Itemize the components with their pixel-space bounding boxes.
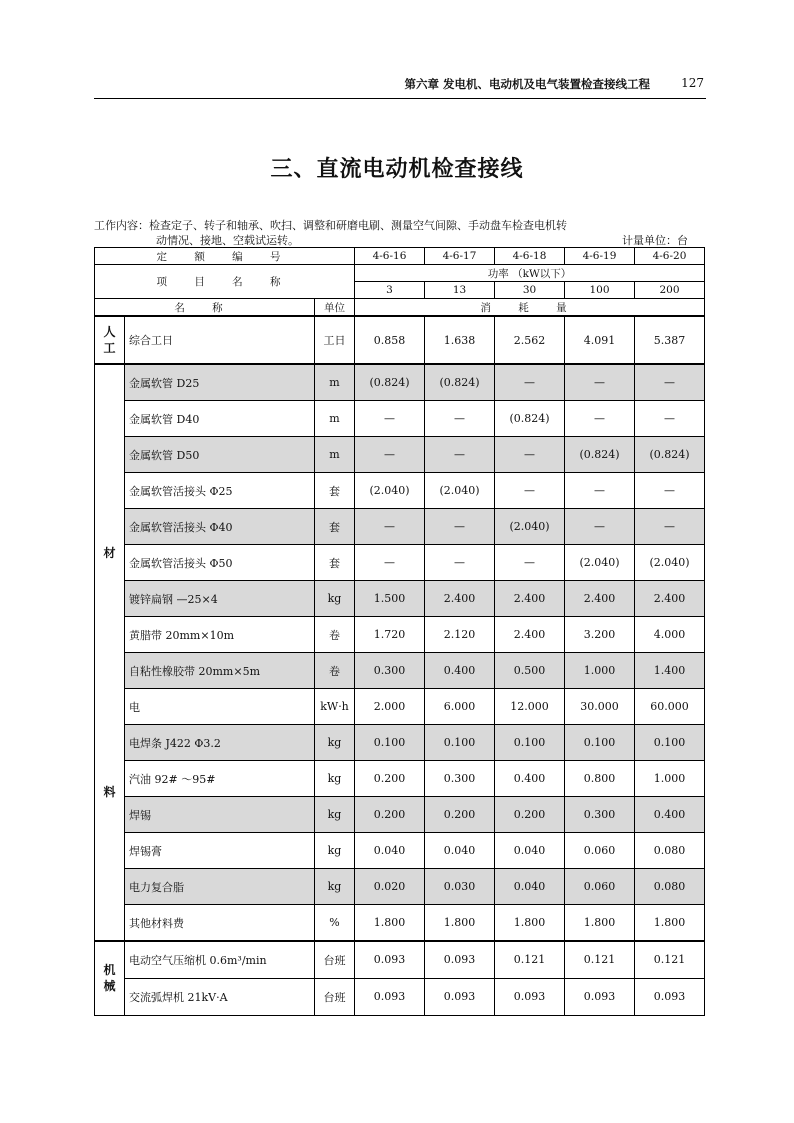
item-value: 1.720 [355, 617, 425, 653]
item-value: 2.400 [565, 581, 635, 617]
item-value: (0.824) [565, 437, 635, 473]
item-value: — [495, 545, 565, 581]
item-value: — [635, 509, 705, 545]
item-value: — [425, 401, 495, 437]
table-row [95, 473, 705, 509]
item-value: 2.562 [495, 316, 565, 364]
item-name: 金属软管 D25 [125, 364, 315, 401]
item-value: 1.500 [355, 581, 425, 617]
item-value: 0.040 [495, 833, 565, 869]
item-value: 0.100 [425, 725, 495, 761]
item-name: 电动空气压缩机 0.6m³/min [125, 941, 315, 978]
item-value: 0.800 [565, 761, 635, 797]
item-value: — [355, 545, 425, 581]
quota-code: 4-6-16 [355, 248, 425, 265]
item-name: 金属软管 D40 [125, 401, 315, 437]
table-row [95, 833, 705, 869]
item-name: 金属软管活接头 Φ25 [125, 473, 315, 509]
item-value: 0.030 [425, 869, 495, 905]
item-value: 2.400 [635, 581, 705, 617]
item-value: — [565, 473, 635, 509]
table-row [95, 316, 705, 364]
quota-table [94, 247, 705, 1016]
item-value: — [565, 401, 635, 437]
quota-code: 4-6-19 [565, 248, 635, 265]
item-unit: 工日 [315, 316, 355, 364]
item-value: 0.100 [565, 725, 635, 761]
item-name: 交流弧焊机 21kV·A [125, 978, 315, 1015]
item-value: 5.387 [635, 316, 705, 364]
item-value: 1.000 [635, 761, 705, 797]
item-unit: m [315, 437, 355, 473]
category-materials [95, 364, 125, 941]
item-value: 0.060 [565, 869, 635, 905]
item-value: 1.638 [425, 316, 495, 364]
item-value: 6.000 [425, 689, 495, 725]
item-value: 1.800 [425, 905, 495, 942]
item-value: 0.040 [425, 833, 495, 869]
item-value: 0.121 [495, 941, 565, 978]
item-unit: kg [315, 797, 355, 833]
item-unit: 套 [315, 473, 355, 509]
power-value: 3 [355, 282, 425, 299]
item-value: — [355, 437, 425, 473]
power-value: 200 [635, 282, 705, 299]
column-header-row [95, 299, 705, 317]
item-value: 2.400 [495, 581, 565, 617]
item-value: — [355, 509, 425, 545]
quota-code: 4-6-20 [635, 248, 705, 265]
quota-code-row [95, 248, 705, 265]
item-value: 0.093 [565, 978, 635, 1015]
item-value: 0.300 [355, 653, 425, 689]
item-unit: m [315, 401, 355, 437]
item-value: — [355, 401, 425, 437]
item-value: 0.121 [565, 941, 635, 978]
item-value: (0.824) [425, 364, 495, 401]
item-name: 镀锌扁钢 —25×4 [125, 581, 315, 617]
table-row [95, 905, 705, 942]
item-value: 0.093 [425, 941, 495, 978]
item-value: 0.100 [355, 725, 425, 761]
chapter-title: 第六章 发电机、电动机及电气装置检查接线工程 [404, 77, 650, 91]
table-row [95, 364, 705, 401]
quota-code: 4-6-18 [495, 248, 565, 265]
item-unit: kW·h [315, 689, 355, 725]
table-row [95, 941, 705, 978]
item-value: — [425, 545, 495, 581]
item-value: — [495, 437, 565, 473]
category-materials-top: 材 [103, 546, 116, 560]
table-row [95, 978, 705, 1015]
item-name: 其他材料费 [125, 905, 315, 942]
item-value: (2.040) [565, 545, 635, 581]
item-value: 2.000 [355, 689, 425, 725]
item-value: 0.200 [495, 797, 565, 833]
item-value: 30.000 [565, 689, 635, 725]
item-value: 1.800 [635, 905, 705, 942]
item-value: 0.080 [635, 833, 705, 869]
item-value: 0.093 [355, 978, 425, 1015]
table-row [95, 869, 705, 905]
item-name: 电 [125, 689, 315, 725]
table-row [95, 653, 705, 689]
work-content-line2: 动情况、接地、空载试运转。 [156, 234, 299, 247]
item-unit: 台班 [315, 941, 355, 978]
table-row [95, 761, 705, 797]
item-value: (0.824) [495, 401, 565, 437]
table-row [95, 725, 705, 761]
item-unit: 卷 [315, 653, 355, 689]
item-unit: 套 [315, 545, 355, 581]
power-label: 功率 （kW以下） [355, 265, 705, 282]
item-value: — [495, 364, 565, 401]
item-value: — [425, 509, 495, 545]
item-value: 0.200 [425, 797, 495, 833]
item-unit: kg [315, 725, 355, 761]
item-unit: % [315, 905, 355, 942]
item-value: 0.200 [355, 761, 425, 797]
item-unit: kg [315, 761, 355, 797]
item-value: 0.093 [495, 978, 565, 1015]
item-value: 2.120 [425, 617, 495, 653]
item-name: 电力复合脂 [125, 869, 315, 905]
power-header-row [95, 265, 705, 282]
table-row [95, 401, 705, 437]
name-label: 名 称 [95, 299, 315, 317]
item-value: (2.040) [355, 473, 425, 509]
item-name: 金属软管活接头 Φ40 [125, 509, 315, 545]
item-value: 4.091 [565, 316, 635, 364]
item-value: 1.800 [565, 905, 635, 942]
item-name: 焊锡膏 [125, 833, 315, 869]
item-value: — [635, 473, 705, 509]
item-value: — [565, 509, 635, 545]
table-row [95, 509, 705, 545]
item-value: 4.000 [635, 617, 705, 653]
item-value: 1.800 [495, 905, 565, 942]
item-value: 0.300 [425, 761, 495, 797]
item-value: 1.000 [565, 653, 635, 689]
item-value: 0.500 [495, 653, 565, 689]
item-value: 0.040 [355, 833, 425, 869]
item-unit: m [315, 364, 355, 401]
item-value: — [495, 473, 565, 509]
item-value: 0.080 [635, 869, 705, 905]
item-value: (2.040) [425, 473, 495, 509]
item-value: (0.824) [355, 364, 425, 401]
item-value: 0.060 [565, 833, 635, 869]
item-value: 0.400 [495, 761, 565, 797]
power-value: 100 [565, 282, 635, 299]
category-materials-bottom: 料 [103, 785, 116, 799]
table-row [95, 545, 705, 581]
item-name: 金属软管活接头 Φ50 [125, 545, 315, 581]
item-value: (2.040) [495, 509, 565, 545]
item-value: 0.100 [635, 725, 705, 761]
page-number: 127 [681, 76, 704, 90]
item-value: 0.300 [565, 797, 635, 833]
item-value: 2.400 [495, 617, 565, 653]
item-value: 0.093 [635, 978, 705, 1015]
page-header [94, 70, 706, 99]
item-name: 黄腊带 20mm×10m [125, 617, 315, 653]
item-value: 0.200 [355, 797, 425, 833]
table-row [95, 797, 705, 833]
item-value: 0.020 [355, 869, 425, 905]
item-value: 1.400 [635, 653, 705, 689]
item-name: 汽油 92# ～95# [125, 761, 315, 797]
table-row [95, 689, 705, 725]
table-row [95, 617, 705, 653]
item-value: 1.800 [355, 905, 425, 942]
item-value: 3.200 [565, 617, 635, 653]
item-value: 0.121 [635, 941, 705, 978]
page-title: 三、直流电动机检查接线 [270, 156, 524, 182]
item-value: 0.100 [495, 725, 565, 761]
quota-code: 4-6-17 [425, 248, 495, 265]
item-unit: kg [315, 581, 355, 617]
item-value: 2.400 [425, 581, 495, 617]
item-value: 0.858 [355, 316, 425, 364]
category-labor [95, 316, 125, 364]
item-label: 项 目 名 称 [95, 265, 355, 299]
item-unit: kg [315, 833, 355, 869]
item-unit: 卷 [315, 617, 355, 653]
item-value: (0.824) [635, 437, 705, 473]
item-name: 焊锡 [125, 797, 315, 833]
work-content [94, 218, 706, 248]
work-content-line1: 工作内容：检查定子、转子和轴承、吹扫、调整和研磨电刷、测量空气间隙、手动盘车检查电机转 [94, 219, 567, 232]
table-row [95, 437, 705, 473]
item-name: 综合工日 [125, 316, 315, 364]
item-value: 12.000 [495, 689, 565, 725]
category-machinery [95, 941, 125, 1015]
quota-label: 定 额 编 号 [95, 248, 355, 265]
item-name: 自粘性橡胶带 20mm×5m [125, 653, 315, 689]
item-value: — [635, 401, 705, 437]
item-unit: 套 [315, 509, 355, 545]
item-name: 电焊条 J422 Φ3.2 [125, 725, 315, 761]
unit-label: 单位 [315, 299, 355, 317]
item-value: — [425, 437, 495, 473]
item-value: 0.093 [355, 941, 425, 978]
category-machinery-label: 机 械 [103, 963, 116, 994]
power-value: 30 [495, 282, 565, 299]
consumption-label: 消 耗 量 [355, 299, 705, 317]
category-labor-label: 人 工 [103, 325, 116, 355]
item-value: 0.400 [635, 797, 705, 833]
power-value: 13 [425, 282, 495, 299]
item-value: 0.040 [495, 869, 565, 905]
item-name: 金属软管 D50 [125, 437, 315, 473]
table-row [95, 581, 705, 617]
item-value: (2.040) [635, 545, 705, 581]
item-value: 0.093 [425, 978, 495, 1015]
item-unit: 台班 [315, 978, 355, 1015]
item-value: 60.000 [635, 689, 705, 725]
item-value: — [565, 364, 635, 401]
item-value: — [635, 364, 705, 401]
measurement-unit: 计量单位：台 [622, 234, 688, 247]
item-value: 0.400 [425, 653, 495, 689]
item-unit: kg [315, 869, 355, 905]
